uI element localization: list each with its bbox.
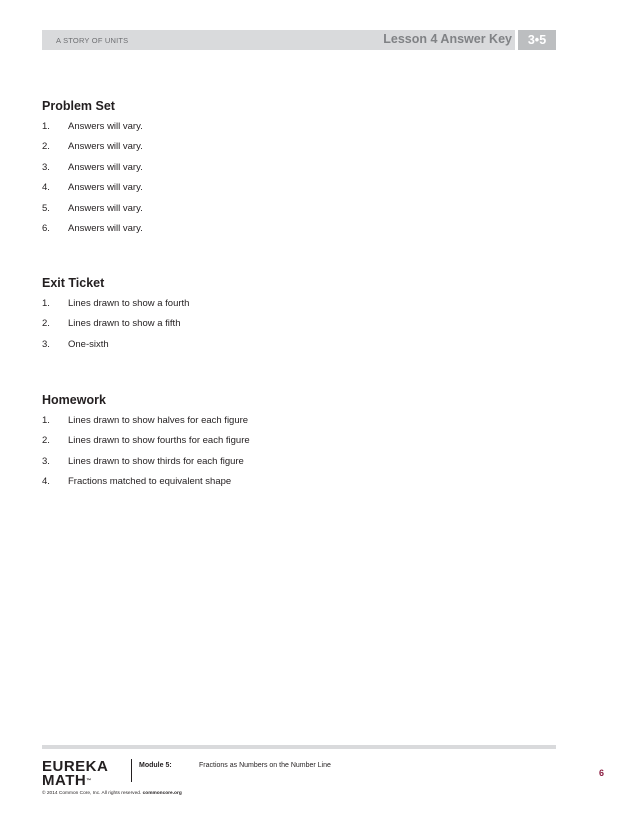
list-item — [42, 121, 562, 141]
item-text: Fractions matched to equivalent shape — [68, 476, 232, 488]
page-number: 6 — [598, 768, 604, 778]
module-label: Module 5: — [139, 762, 172, 769]
item-text: Answers will vary. — [68, 121, 143, 132]
logo-line-2 — [42, 774, 108, 788]
item-number: 1. — [42, 415, 50, 426]
list-item — [42, 141, 562, 161]
list-item — [42, 435, 562, 455]
list-item — [42, 339, 562, 359]
item-text: Answers will vary. — [68, 182, 143, 194]
item-number: 6. — [42, 222, 50, 234]
list-item — [42, 203, 562, 223]
item-text: Answers will vary. — [68, 222, 143, 234]
grade-module-badge: 3•5 — [518, 30, 556, 50]
item-number: 2. — [42, 435, 50, 447]
copyright-text: © 2014 Common Core, Inc. All rights reserved. — [42, 791, 142, 796]
eureka-math-logo — [42, 760, 108, 788]
item-number: 3. — [42, 161, 50, 173]
list-item — [42, 476, 562, 496]
item-number: 2. — [42, 141, 50, 153]
story-label: A STORY OF UNITS — [56, 36, 129, 45]
logo-line-1: EUREKA — [42, 758, 109, 775]
lesson-title: Lesson 4 Answer Key — [383, 32, 512, 46]
list-item — [42, 415, 562, 435]
section-homework — [42, 393, 562, 497]
list-item — [42, 162, 562, 182]
item-number: 3. — [42, 455, 50, 467]
item-number: 4. — [42, 182, 50, 194]
item-number: 4. — [42, 476, 50, 488]
list-item — [42, 318, 562, 338]
section-title: Homework — [42, 393, 106, 407]
list-item — [42, 223, 562, 243]
item-text: Lines drawn to show a fifth — [68, 318, 181, 330]
list-item — [42, 298, 562, 318]
section-title: Exit Ticket — [42, 276, 105, 290]
list-item — [42, 456, 562, 476]
item-text: Lines drawn to show fourths for each figure — [68, 435, 250, 447]
logo-word: MATH — [42, 772, 87, 789]
item-text: Lines drawn to show halves for each figure — [68, 415, 249, 426]
item-number: 5. — [42, 202, 50, 214]
trademark-mark: ™ — [86, 778, 92, 784]
item-text: Lines drawn to show a fourth — [68, 298, 190, 309]
item-text: Answers will vary. — [68, 202, 143, 214]
section-title: Problem Set — [42, 99, 115, 113]
page-header — [42, 30, 556, 50]
section-problem-set — [42, 99, 562, 243]
copyright-notice — [42, 791, 182, 796]
list-item — [42, 182, 562, 202]
module-title: Fractions as Numbers on the Number Line — [199, 762, 331, 769]
footer-rule — [42, 745, 556, 749]
item-text: Answers will vary. — [68, 161, 143, 173]
footer-divider — [131, 759, 132, 782]
section-exit-ticket — [42, 276, 562, 359]
item-number: 2. — [42, 318, 50, 330]
item-number: 1. — [42, 121, 50, 132]
item-text: Lines drawn to show thirds for each figure — [68, 455, 244, 467]
item-number: 1. — [42, 298, 50, 309]
item-text: One-sixth — [68, 338, 109, 350]
item-number: 3. — [42, 338, 50, 350]
site-link[interactable]: commoncore.org — [142, 791, 182, 796]
item-text: Answers will vary. — [68, 141, 143, 153]
